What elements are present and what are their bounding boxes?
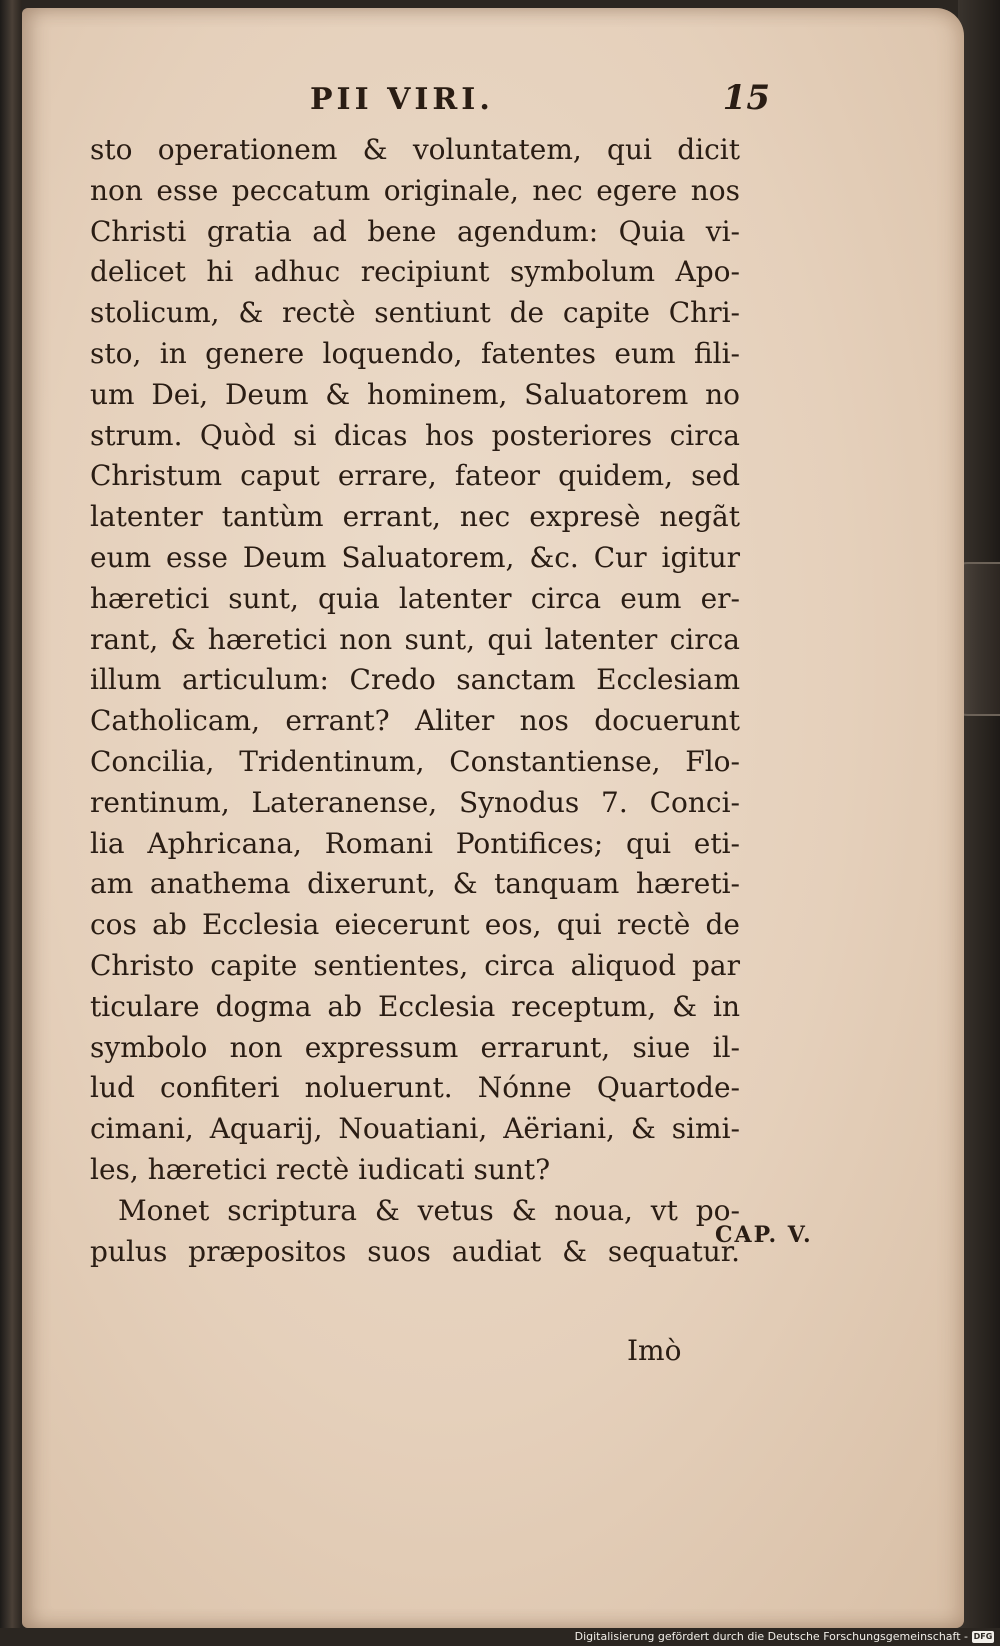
text-line: hæretici sunt, quia latenter circa eum er- — [90, 581, 740, 615]
text-line: non esse peccatum originale, nec egere nos — [90, 173, 740, 207]
text-line: Christi gratia ad bene agendum: Quia vi- — [90, 214, 740, 248]
text-line: lia Aphricana, Romani Pontifices; qui eti- — [90, 826, 740, 860]
text-line: am anathema dixerunt, & tanquam hæreti- — [90, 867, 740, 901]
book-spine — [0, 0, 22, 1646]
text-line: Monet scriptura & vetus & noua, vt po- — [118, 1193, 740, 1227]
text-line: Christo capite sentientes, circa aliquod par — [90, 948, 740, 982]
marginal-note: CAP. V. — [715, 1222, 813, 1248]
text-line: Christum caput errare, fateor quidem, sed — [90, 459, 740, 493]
body-text — [90, 130, 740, 1272]
text-line: rentinum, Lateranense, Synodus 7. Conci- — [90, 785, 740, 819]
text-line: delicet hi adhuc recipiunt symbolum Apo- — [90, 255, 740, 289]
running-head: PII VIRI. — [310, 82, 494, 117]
text-line: stolicum, & rectè sentiunt de capite Chri- — [90, 296, 740, 330]
text-line: Catholicam, errant? Aliter nos docuerunt — [90, 704, 740, 738]
text-line: latenter tantùm errant, nec expresè negãt — [90, 500, 740, 534]
text-line: lud confiteri noluerunt. Nónne Quartode- — [90, 1071, 740, 1105]
text-line: eum esse Deum Saluatorem, &c. Cur igitur — [90, 540, 740, 574]
page-number: 15 — [722, 78, 770, 118]
footer-credit: Digitalisierung gefördert durch die Deutsche Forschungsgemeinschaft - — [574, 1630, 968, 1643]
catchword: Imò — [627, 1334, 682, 1367]
text-line: pulus præpositos suos audiat & sequatur. — [90, 1234, 740, 1268]
text-line: Concilia, Tridentinum, Constantiense, Flo- — [90, 744, 740, 778]
text-line: ticulare dogma ab Ecclesia receptum, & in — [90, 989, 740, 1023]
text-line: sto, in genere loquendo, fatentes eum fili- — [90, 336, 740, 370]
text-line: rant, & hæretici non sunt, qui latenter circa — [90, 622, 740, 656]
text-line: cimani, Aquarij, Nouatiani, Aëriani, & simi- — [90, 1112, 740, 1146]
text-line: sto operationem & voluntatem, qui dicit — [90, 133, 740, 166]
text-line: les, hæretici rectè iudicati sunt? — [90, 1152, 551, 1186]
page-header — [290, 78, 770, 128]
text-line: symbolo non expressum errarunt, siue il- — [90, 1030, 740, 1064]
text-line: strum. Quòd si dicas hos posteriores circa — [90, 418, 740, 452]
text-line: illum articulum: Credo sanctam Ecclesiam — [90, 663, 740, 697]
text-line: um Dei, Deum & hominem, Saluatorem no — [90, 377, 740, 411]
dfg-logo: DFG — [973, 1632, 993, 1641]
text-line: cos ab Ecclesia eiecerunt eos, qui rectè de — [90, 908, 740, 942]
book-edge — [958, 0, 1000, 1646]
